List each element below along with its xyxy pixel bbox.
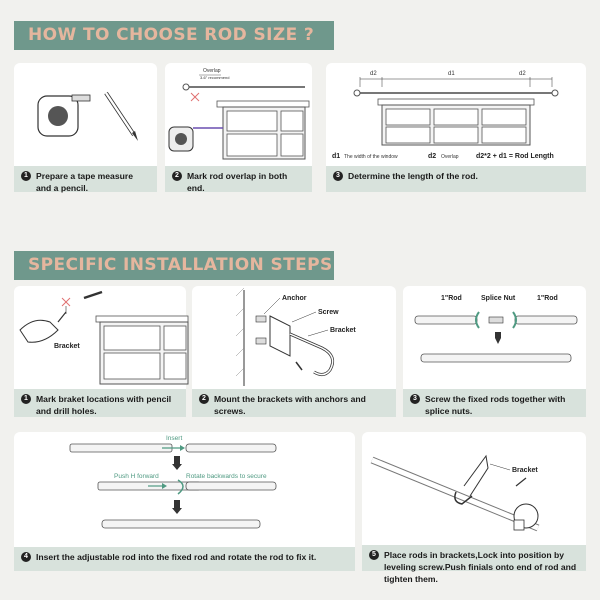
rod1-label: 1"Rod bbox=[441, 295, 462, 302]
step-caption bbox=[165, 166, 312, 192]
step-caption bbox=[362, 545, 586, 584]
overlap-label: Overlap bbox=[203, 68, 221, 74]
step-text: Mark braket locations with pencil and drill holes. bbox=[36, 394, 172, 416]
step-card-mark-overlap bbox=[165, 63, 312, 192]
screw-label: Screw bbox=[318, 309, 339, 316]
adjustable-rod-illustration bbox=[14, 432, 355, 547]
step-caption bbox=[14, 547, 355, 571]
insert-label: Insert bbox=[166, 435, 183, 442]
step-card-insert-rod bbox=[14, 432, 355, 571]
step-text: Screw the fixed rods together with splice nuts. bbox=[425, 394, 566, 416]
step-caption bbox=[14, 166, 157, 192]
step-card-splice-rods bbox=[403, 286, 586, 417]
step-caption bbox=[326, 166, 586, 192]
step-caption bbox=[192, 389, 396, 417]
step-number: 2 bbox=[172, 171, 182, 181]
step-text: Mount the brackets with anchors and screws. bbox=[214, 394, 366, 416]
formula-label: d2*2 + d1 = Rod Length bbox=[476, 153, 554, 160]
legend-d1-desc: The width of the window bbox=[344, 154, 398, 160]
step-card-drill-holes bbox=[14, 286, 186, 417]
splice-nut-label: Splice Nut bbox=[481, 295, 516, 302]
splice-nut-illustration bbox=[403, 286, 586, 391]
section-title-installation: SPECIFIC INSTALLATION STEPS bbox=[14, 251, 334, 280]
anchor-label: Anchor bbox=[282, 295, 307, 302]
section-title-rod-size: HOW TO CHOOSE ROD SIZE ? bbox=[14, 21, 334, 50]
step-number: 1 bbox=[21, 394, 31, 404]
step-number: 3 bbox=[410, 394, 420, 404]
legend-d1: d1 bbox=[332, 153, 341, 160]
drill-bracket-illustration bbox=[14, 286, 186, 391]
recommend-label: 3-6" recommend bbox=[200, 75, 230, 80]
d2-left-label: d2 bbox=[370, 71, 377, 77]
legend-d2-desc: Overlap bbox=[441, 154, 459, 160]
step-caption bbox=[14, 389, 186, 417]
step-caption bbox=[403, 389, 586, 417]
finial-bracket-illustration bbox=[362, 432, 586, 544]
window-overlap-illustration bbox=[165, 63, 312, 168]
bracket-label: Bracket bbox=[512, 467, 538, 474]
bracket-label: Bracket bbox=[330, 327, 356, 334]
step-number: 1 bbox=[21, 171, 31, 181]
d2-right-label: d2 bbox=[519, 71, 526, 77]
step-number: 5 bbox=[369, 550, 379, 560]
mount-bracket-illustration bbox=[192, 286, 396, 391]
step-number: 3 bbox=[333, 171, 343, 181]
step-text: Place rods in brackets,Lock into position by leveling screw.Push finials onto end of rod and tighten them. bbox=[384, 550, 577, 584]
step-text: Insert the adjustable rod into the fixed rod and rotate the rod to fix it. bbox=[36, 552, 317, 562]
step-text: Prepare a tape measure and a pencil. bbox=[36, 171, 133, 193]
step-card-determine-length bbox=[326, 63, 586, 192]
legend-d2: d2 bbox=[428, 153, 437, 160]
bracket-label: Bracket bbox=[54, 343, 80, 350]
step-card-place-rods bbox=[362, 432, 586, 584]
tape-measure-pencil-illustration bbox=[14, 63, 157, 168]
step-card-prepare-tools bbox=[14, 63, 157, 192]
rod2-label: 1"Rod bbox=[537, 295, 558, 302]
push-label: Push H forward bbox=[114, 473, 159, 480]
d1-label: d1 bbox=[448, 71, 455, 77]
step-card-mount-brackets bbox=[192, 286, 396, 417]
rotate-label: Rotate backwards to secure bbox=[186, 473, 267, 480]
step-number: 2 bbox=[199, 394, 209, 404]
step-text: Determine the length of the rod. bbox=[348, 171, 478, 181]
step-number: 4 bbox=[21, 552, 31, 562]
step-text: Mark rod overlap in both end. bbox=[187, 171, 288, 193]
rod-length-diagram bbox=[326, 63, 586, 168]
